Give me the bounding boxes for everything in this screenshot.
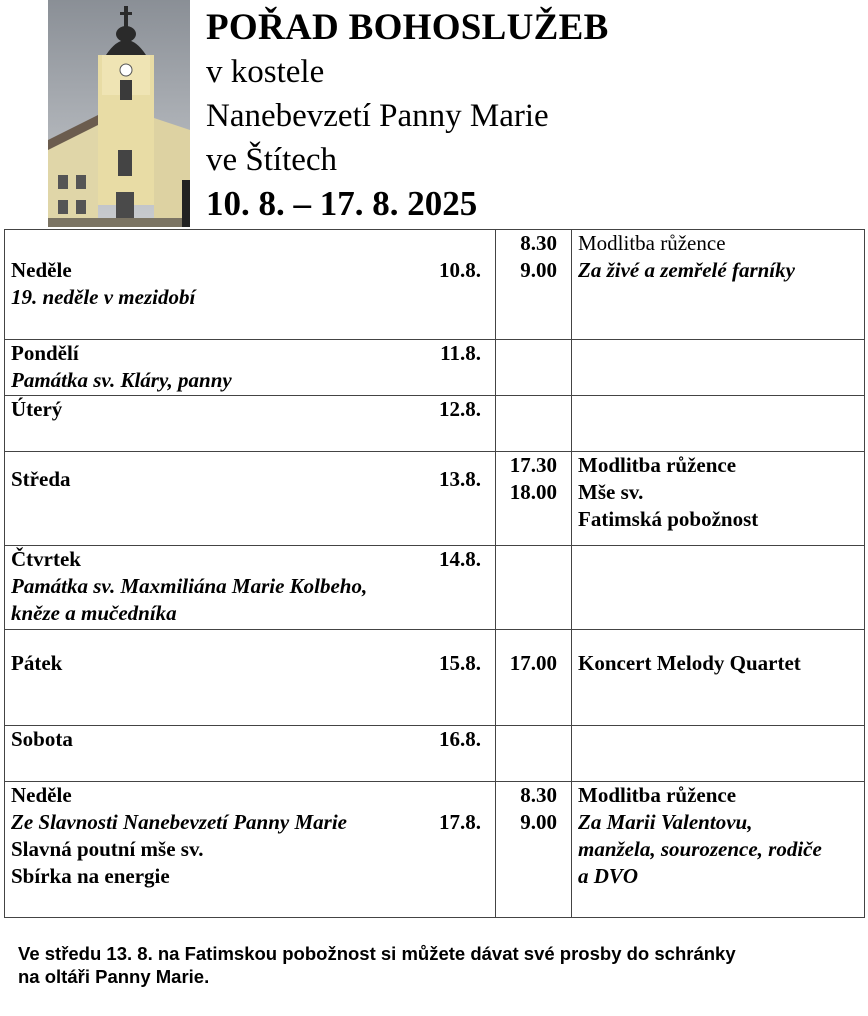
day-subtitle: Památka sv. Kláry, panny [11, 368, 232, 392]
table-row [5, 396, 865, 452]
time-value: 9.00 [520, 810, 557, 834]
time-value: 18.00 [509, 480, 557, 504]
day-name: Pondělí [11, 341, 79, 365]
church-photo [48, 0, 190, 227]
desc-cell [572, 230, 865, 340]
day-date: 17.8. [439, 810, 481, 834]
desc-text: Modlitba růžence [578, 783, 737, 807]
day-cell [5, 340, 496, 396]
time-cell [496, 546, 572, 630]
day-name: Sobota [11, 727, 73, 751]
desc-cell [572, 630, 865, 726]
day-date: 13.8. [439, 467, 481, 491]
day-subtitle: 19. neděle v mezidobí [11, 285, 196, 309]
desc-cell [572, 396, 865, 452]
time-cell [496, 452, 572, 546]
page-title: POŘAD BOHOSLUŽEB [206, 7, 609, 48]
day-name: Čtvrtek [11, 547, 81, 571]
time-value: 8.30 [520, 783, 557, 807]
table-row [5, 230, 865, 340]
header-line-2: Nanebevzetí Panny Marie [206, 98, 549, 134]
time-value: 17.30 [509, 453, 557, 477]
desc-text: Za Marii Valentovu, [578, 810, 753, 834]
table-row [5, 546, 865, 630]
day-date: 16.8. [439, 727, 481, 751]
footer-note [18, 942, 858, 988]
desc-text: Modlitba růžence [578, 231, 726, 255]
header [206, 0, 609, 226]
day-cell [5, 630, 496, 726]
desc-cell [572, 340, 865, 396]
day-date: 14.8. [439, 547, 481, 571]
desc-cell [572, 546, 865, 630]
date-range: 10. 8. – 17. 8. 2025 [206, 184, 478, 223]
table-row [5, 726, 865, 782]
day-name: Neděle [11, 783, 72, 807]
day-name: Středa [11, 467, 71, 491]
time-cell [496, 782, 572, 918]
desc-text: Fatimská pobožnost [578, 507, 759, 531]
note-line: Ve středu 13. 8. na Fatimskou pobožnost si můžete dávat své prosby do schránky [18, 943, 736, 964]
time-cell [496, 340, 572, 396]
table-row [5, 630, 865, 726]
desc-text: Modlitba růžence [578, 453, 737, 477]
day-name: Úterý [11, 397, 63, 421]
time-value: 17.00 [509, 651, 557, 675]
schedule-table [4, 229, 865, 918]
header-line-3: ve Štítech [206, 142, 338, 178]
day-subtitle: Ze Slavnosti Nanebevzetí Panny Marie [11, 810, 347, 834]
time-value: 8.30 [520, 231, 557, 255]
desc-text: manžela, sourozence, rodiče [578, 837, 822, 861]
table-row [5, 782, 865, 918]
table-row [5, 452, 865, 546]
desc-text: a DVO [578, 864, 639, 888]
day-cell [5, 452, 496, 546]
day-date: 15.8. [439, 651, 481, 675]
time-cell [496, 630, 572, 726]
desc-text: Koncert Melody Quartet [578, 651, 801, 675]
day-date: 10.8. [439, 258, 481, 282]
desc-cell [572, 782, 865, 918]
time-cell [496, 726, 572, 782]
time-cell [496, 230, 572, 340]
day-extra: Slavná poutní mše sv. [11, 837, 204, 861]
time-cell [496, 396, 572, 452]
desc-cell [572, 452, 865, 546]
desc-text: Mše sv. [578, 480, 644, 504]
day-name: Neděle [11, 258, 72, 282]
note-line: na oltáři Panny Marie. [18, 966, 210, 987]
day-subtitle: kněze a mučedníka [11, 601, 177, 625]
table-row [5, 340, 865, 396]
day-date: 12.8. [439, 397, 481, 421]
day-name: Pátek [11, 651, 63, 675]
day-extra: Sbírka na energie [11, 864, 170, 888]
time-value: 9.00 [520, 258, 557, 282]
day-cell [5, 230, 496, 340]
day-subtitle: Památka sv. Maxmiliána Marie Kolbeho, [11, 574, 368, 598]
day-cell [5, 782, 496, 918]
day-cell [5, 726, 496, 782]
day-cell [5, 396, 496, 452]
desc-text: Za živé a zemřelé farníky [578, 258, 795, 282]
desc-cell [572, 726, 865, 782]
day-cell [5, 546, 496, 630]
day-date: 11.8. [440, 341, 481, 365]
header-line-1: v kostele [206, 54, 325, 90]
